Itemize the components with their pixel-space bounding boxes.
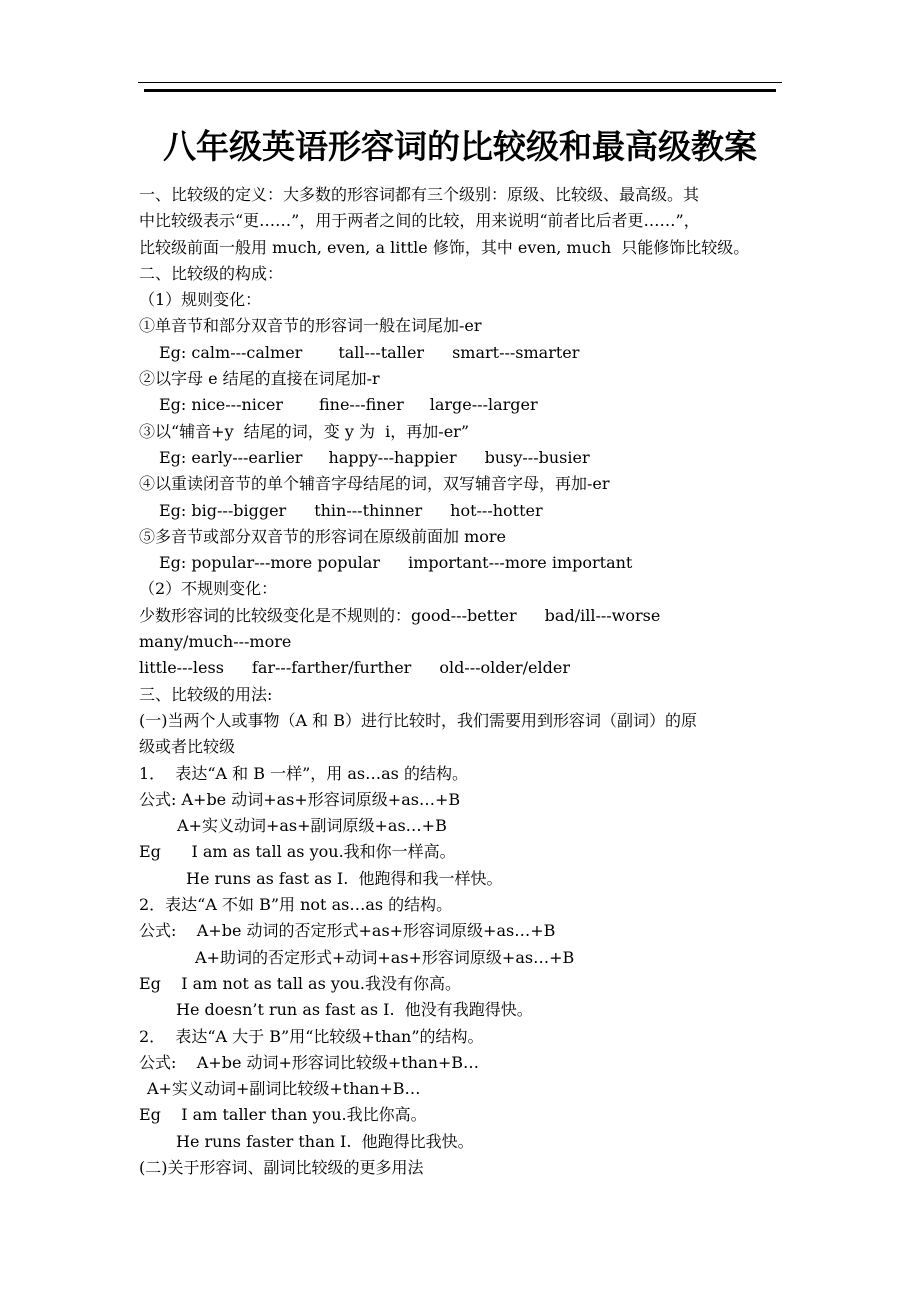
text-line bbox=[139, 287, 789, 313]
text-line bbox=[139, 498, 789, 524]
text-segment: important---more important bbox=[408, 553, 633, 573]
text-segment: He runs as fast as I. 他跑得和我一样快。 bbox=[186, 868, 503, 888]
text-line bbox=[139, 1155, 789, 1181]
text-segment: A+实义动词+as+副词原级+as…+B bbox=[177, 816, 447, 836]
text-segment: Eg I am taller than you.我比你高。 bbox=[139, 1105, 427, 1125]
text-line bbox=[139, 839, 789, 865]
text-segment: far---farther/further bbox=[251, 658, 412, 678]
text-line bbox=[139, 918, 789, 944]
text-segment: (一)当两个人或事物（A 和 B）进行比较时，我们需要用到形容词（副词）的原 bbox=[139, 710, 697, 730]
text-segment: ②以字母 e 结尾的直接在词尾加-r bbox=[139, 369, 380, 389]
text-segment: （1）规则变化： bbox=[139, 290, 262, 310]
text-segment: Eg I am as tall as you.我和你一样高。 bbox=[139, 842, 456, 862]
text-line bbox=[139, 524, 789, 550]
text-line bbox=[139, 1024, 789, 1050]
text-line bbox=[139, 340, 789, 366]
text-line bbox=[139, 576, 789, 602]
text-line bbox=[139, 445, 789, 471]
text-segment: 2．表达“A 不如 B”用 not as…as 的结构。 bbox=[139, 895, 453, 915]
document-title: 八年级英语形容词的比较级和最高级教案 bbox=[163, 127, 757, 166]
text-line bbox=[139, 734, 789, 760]
header-rule-thin bbox=[138, 82, 782, 83]
text-segment: ④以重读闭音节的单个辅音字母结尾的词，双写辅音字母，再加-er bbox=[139, 474, 610, 494]
text-segment: 二、比较级的构成： bbox=[139, 263, 284, 283]
text-segment: A+助词的否定形式+动词+as+形容词原级+as…+B bbox=[195, 947, 575, 967]
text-segment: ⑤多音节或部分双音节的形容词在原级前面加 more bbox=[139, 526, 507, 546]
text-segment: Eg: big---bigger bbox=[159, 500, 287, 520]
text-line bbox=[139, 971, 789, 997]
text-segment: 2． 表达“A 大于 B”用“比较级+than”的结构。 bbox=[139, 1026, 484, 1046]
text-line bbox=[139, 550, 789, 576]
text-line bbox=[139, 787, 789, 813]
text-segment: 三、比较级的用法: bbox=[139, 684, 273, 704]
text-line bbox=[139, 366, 789, 392]
text-segment: 级或者比较级 bbox=[139, 737, 236, 757]
text-segment: 公式: A+be 动词+as+形容词原级+as…+B bbox=[139, 789, 461, 809]
text-line bbox=[139, 419, 789, 445]
text-segment: 1． 表达“A 和 B 一样”，用 as…as 的结构。 bbox=[139, 763, 468, 783]
text-segment: old---older/elder bbox=[439, 658, 570, 678]
text-segment: hot---hotter bbox=[450, 500, 543, 520]
text-segment: smart---smarter bbox=[452, 342, 580, 362]
text-line bbox=[139, 603, 789, 629]
text-line bbox=[139, 866, 789, 892]
text-line bbox=[139, 1076, 789, 1102]
text-line bbox=[139, 629, 789, 655]
text-line bbox=[139, 392, 789, 418]
text-segment: many/much---more bbox=[139, 632, 292, 652]
text-line bbox=[139, 182, 789, 208]
text-line bbox=[139, 235, 789, 261]
text-segment: thin---thinner bbox=[314, 500, 423, 520]
text-line bbox=[139, 208, 789, 234]
text-line bbox=[139, 761, 789, 787]
text-line bbox=[139, 1129, 789, 1155]
text-line bbox=[139, 682, 789, 708]
text-segment: A+实义动词+副词比较级+than+B… bbox=[147, 1079, 421, 1099]
text-line bbox=[139, 945, 789, 971]
text-line bbox=[139, 892, 789, 918]
text-segment: ③以“辅音+y 结尾的词，变 y 为 i，再加-er” bbox=[139, 421, 470, 441]
text-line bbox=[139, 1102, 789, 1128]
text-segment: busy---busier bbox=[484, 447, 590, 467]
text-segment: 少数形容词的比较级变化是不规则的：good---better bbox=[139, 605, 517, 625]
text-line bbox=[139, 1050, 789, 1076]
text-line bbox=[139, 813, 789, 839]
text-segment: fine---finer bbox=[318, 395, 404, 415]
text-segment: large---larger bbox=[429, 395, 538, 415]
text-line bbox=[139, 655, 789, 681]
text-line bbox=[139, 997, 789, 1023]
text-segment: He runs faster than I. 他跑得比我快。 bbox=[176, 1131, 474, 1151]
text-segment: (二)关于形容词、副词比较级的更多用法 bbox=[139, 1157, 424, 1177]
text-segment: Eg: calm---calmer bbox=[159, 342, 303, 362]
text-line bbox=[139, 313, 789, 339]
text-segment: happy---happier bbox=[328, 447, 457, 467]
document-body bbox=[139, 182, 789, 1181]
text-segment: Eg: nice---nicer bbox=[159, 395, 283, 415]
text-line bbox=[139, 708, 789, 734]
text-segment: Eg: early---earlier bbox=[159, 447, 303, 467]
text-segment: little---less bbox=[139, 658, 224, 678]
header-rule-thick bbox=[144, 89, 776, 92]
text-segment: 一、比较级的定义：大多数的形容词都有三个级别：原级、比较级、最高级。其 bbox=[139, 185, 700, 204]
text-segment: tall---taller bbox=[338, 342, 425, 362]
text-segment: bad/ill---worse bbox=[544, 605, 661, 625]
text-segment: ①单音节和部分双音节的形容词一般在词尾加-er bbox=[139, 316, 482, 336]
text-segment: 公式: A+be 动词+形容词比较级+than+B… bbox=[139, 1052, 480, 1072]
text-segment: He doesn’t run as fast as I. 他没有我跑得快。 bbox=[176, 1000, 533, 1020]
text-segment: 比较级前面一般用 much, even, a little 修饰，其中 even, much 只能修饰比较级。 bbox=[139, 237, 750, 257]
text-segment: Eg I am not as tall as you.我没有你高。 bbox=[139, 973, 461, 993]
text-segment: 中比较级表示“更……”，用于两者之间的比较，用来说明“前者比后者更……”， bbox=[139, 211, 700, 231]
text-segment: （2）不规则变化： bbox=[139, 579, 278, 599]
text-segment: 公式: A+be 动词的否定形式+as+形容词原级+as…+B bbox=[139, 921, 556, 941]
text-line bbox=[139, 471, 789, 497]
text-line bbox=[139, 261, 789, 287]
text-segment: Eg: popular---more popular bbox=[159, 553, 381, 573]
